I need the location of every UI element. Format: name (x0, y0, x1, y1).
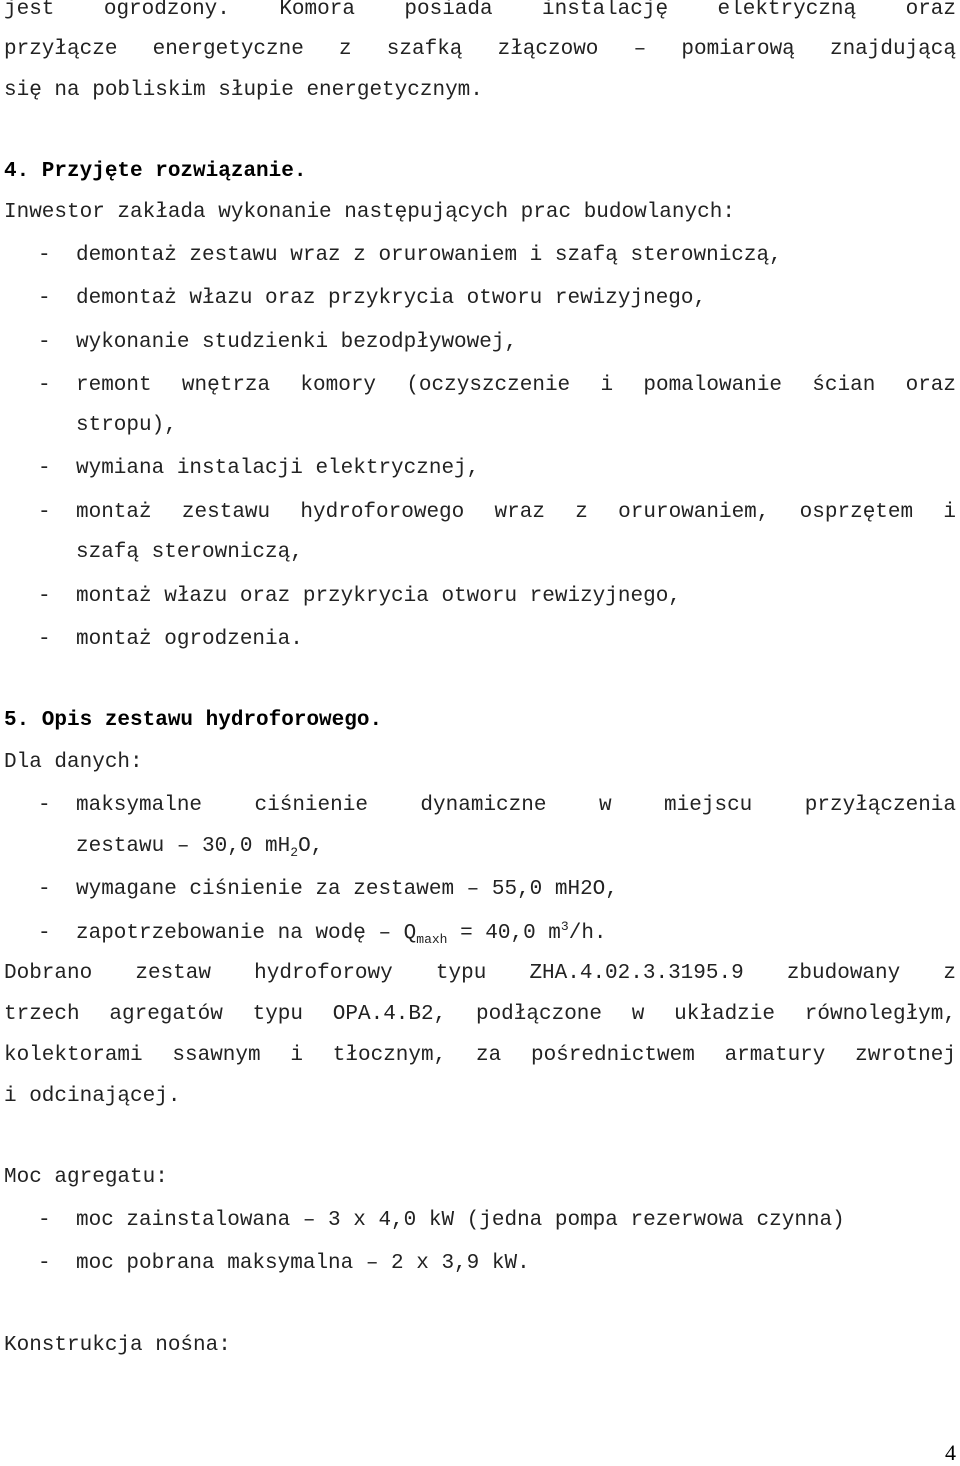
list-item (0, 331, 960, 355)
bullet-dash: - (38, 374, 51, 397)
list-item (0, 287, 960, 311)
bullet-dash: - (38, 457, 51, 480)
list-item-text: demontaż zestawu wraz z orurowaniem i szafą sterowniczą, (76, 244, 782, 267)
intro-line-2: przyłącze energetyczne z szafką złączowo – pomiarową znajdującą (4, 38, 956, 61)
list-item (0, 1209, 960, 1233)
bullet-dash: - (38, 628, 51, 651)
list-item-continuation (0, 835, 960, 859)
list-item-text (76, 835, 324, 861)
list-item-text: demontaż włazu oraz przykrycia otworu rewizyjnego, (76, 287, 707, 310)
text-run: = 40,0 m (447, 922, 561, 945)
list-item (0, 878, 960, 902)
list-item (0, 374, 960, 398)
bullet-dash: - (38, 501, 51, 524)
list-item (0, 501, 960, 525)
bullet-dash: - (38, 585, 51, 608)
paragraph-line: trzech agregatów typu OPA.4.B2, podłączone w układzie równoległym, (4, 1003, 956, 1026)
text-run: zapotrzebowanie na wodę – Q (76, 922, 417, 945)
list-item-continuation (0, 414, 960, 438)
page-number: 4 (945, 1440, 956, 1465)
list-item-continuation (0, 541, 960, 565)
section-4-heading: 4. Przyjęte rozwiązanie. (4, 160, 307, 183)
paragraph-line: i odcinającej. (4, 1085, 181, 1108)
paragraph-line: kolektorami ssawnym i tłocznym, za pośrednictwem armatury zwrotnej (4, 1044, 956, 1067)
list-item-text: montaż zestawu hydroforowego wraz z orurowaniem, osprzętem i (76, 501, 956, 524)
list-item-text (76, 919, 607, 948)
superscript: 3 (560, 919, 569, 934)
list-item-text: wykonanie studzienki bezodpływowej, (76, 331, 518, 354)
bullet-dash: - (38, 1252, 51, 1275)
list-item (0, 457, 960, 481)
list-item-text: remont wnętrza komory (oczyszczenie i pomalowanie ścian oraz (76, 374, 956, 397)
list-item-text: montaż włazu oraz przykrycia otworu rewizyjnego, (76, 585, 681, 608)
subscript: 2 (290, 845, 299, 861)
list-item (0, 919, 960, 948)
paragraph-line: Dobrano zestaw hydroforowy typu ZHA.4.02.3.3195.9 zbudowany z (4, 962, 956, 985)
text-run: O, (298, 835, 324, 858)
bullet-dash: - (38, 794, 51, 817)
list-item (0, 244, 960, 268)
bullet-dash: - (38, 244, 51, 267)
list-item-text: szafą sterowniczą, (76, 541, 303, 564)
intro-line-3: się na pobliskim słupie energetycznym. (4, 79, 483, 102)
list-item-text: maksymalne ciśnienie dynamiczne w miejscu przyłączenia (76, 794, 956, 817)
list-item (0, 628, 960, 652)
bullet-dash: - (38, 331, 51, 354)
intro-line-1: jest ogrodzony. Komora posiada instalację elektryczną oraz (4, 0, 956, 21)
list-item (0, 794, 960, 818)
section-5-lead: Dla danych: (4, 751, 143, 774)
list-item-text: moc zainstalowana – 3 x 4,0 kW (jedna pompa rezerwowa czynna) (76, 1209, 845, 1232)
list-item-text: moc pobrana maksymalna – 2 x 3,9 kW. (76, 1252, 530, 1275)
list-item-text: wymiana instalacji elektrycznej, (76, 457, 480, 480)
construction-heading: Konstrukcja nośna: (4, 1334, 231, 1357)
list-item-text: wymagane ciśnienie za zestawem – 55,0 mH2O, (76, 878, 618, 901)
section-4-lead: Inwestor zakłada wykonanie następujących prac budowlanych: (4, 201, 735, 224)
bullet-dash: - (38, 878, 51, 901)
bullet-dash: - (38, 1209, 51, 1232)
bullet-dash: - (38, 287, 51, 310)
subscript: maxh (416, 932, 448, 948)
section-5-heading: 5. Opis zestawu hydroforowego. (4, 709, 383, 732)
list-item-text: montaż ogrodzenia. (76, 628, 303, 651)
text-run: /h. (568, 922, 607, 945)
power-heading: Moc agregatu: (4, 1166, 168, 1189)
list-item (0, 1252, 960, 1276)
text-run: zestawu – 30,0 mH (76, 835, 291, 858)
list-item-text: stropu), (76, 414, 177, 437)
bullet-dash: - (38, 922, 51, 945)
list-item (0, 585, 960, 609)
